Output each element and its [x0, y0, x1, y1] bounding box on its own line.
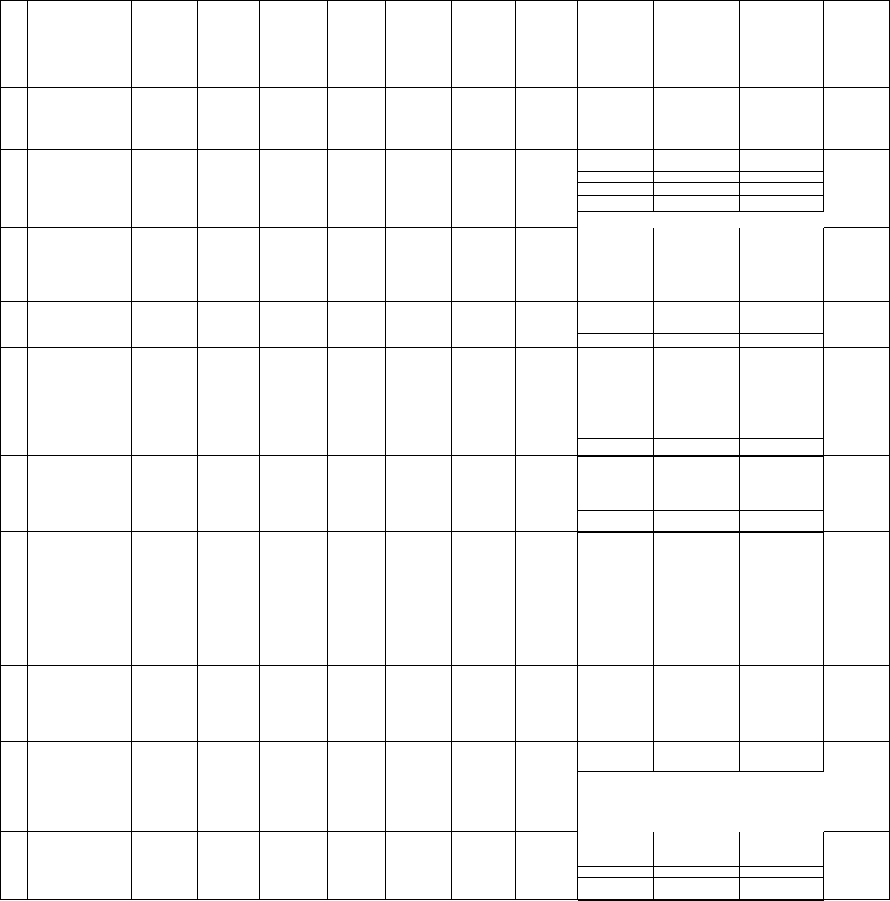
- address-cell: [516, 0, 578, 88]
- id-number-cell: [452, 742, 516, 832]
- tax-type-cell: [578, 832, 654, 867]
- tax-type-cell: [578, 483, 654, 511]
- tax-office-cell: [824, 88, 890, 150]
- legal-person-cell: [328, 228, 386, 302]
- tax-office-cell: [824, 150, 890, 228]
- arrears-amount-cell: [654, 228, 740, 302]
- row-number: [0, 88, 28, 150]
- legal-person-cell: [328, 532, 386, 666]
- tax-type-cell: [578, 196, 654, 212]
- row-number: [0, 302, 28, 348]
- current-arrears-cell: [740, 878, 824, 900]
- address-cell: [516, 832, 578, 900]
- address-cell: [516, 456, 578, 532]
- id-type-cell: [386, 456, 452, 532]
- credit-code-cell: [260, 88, 328, 150]
- legal-person-cell: [328, 302, 386, 348]
- row-number: [0, 0, 28, 88]
- tax-office-cell: [824, 348, 890, 456]
- date-cell: [28, 742, 132, 832]
- company-name-cell: [198, 0, 260, 88]
- id-number-cell: [452, 88, 516, 150]
- credit-code-cell: [260, 150, 328, 228]
- address-cell: [516, 228, 578, 302]
- legal-person-cell: [328, 0, 386, 88]
- row-number: [0, 832, 28, 900]
- tax-type-cell: [578, 511, 654, 666]
- legal-person-cell: [328, 456, 386, 532]
- legal-person-cell: [328, 832, 386, 900]
- arrears-amount-cell: [654, 666, 740, 742]
- address-cell: [516, 88, 578, 150]
- current-arrears-cell: [740, 334, 824, 348]
- date-cell: [28, 666, 132, 742]
- arrears-amount-cell: [654, 423, 740, 439]
- current-arrears-cell: [740, 172, 824, 183]
- current-arrears-cell: [740, 867, 824, 878]
- current-arrears-cell: [740, 0, 824, 88]
- legal-person-cell: [328, 348, 386, 456]
- id-type-cell: [386, 666, 452, 742]
- tax-office-cell: [824, 742, 890, 832]
- id-number-cell: [452, 150, 516, 228]
- company-name-cell: [198, 348, 260, 456]
- credit-code-cell: [260, 532, 328, 666]
- taxpayer-type-cell: [132, 532, 198, 666]
- credit-code-cell: [260, 348, 328, 456]
- arrears-amount-cell: [654, 183, 740, 196]
- tax-office-cell: [824, 456, 890, 532]
- credit-code-cell: [260, 666, 328, 742]
- legal-person-cell: [328, 0, 386, 1]
- date-cell: [28, 0, 132, 1]
- arrears-amount-cell: [654, 150, 740, 172]
- tax-type-cell: [578, 150, 654, 172]
- arrears-amount-cell: [654, 511, 740, 666]
- date-cell: [28, 456, 132, 532]
- current-arrears-cell: [740, 666, 824, 742]
- id-type-cell: [386, 150, 452, 228]
- date-cell: [28, 150, 132, 228]
- id-type-cell: [386, 742, 452, 832]
- row-number: [0, 348, 28, 456]
- company-name-cell: [198, 532, 260, 666]
- credit-code-cell: [260, 742, 328, 832]
- legal-person-cell: [328, 150, 386, 228]
- credit-code-cell: [260, 228, 328, 302]
- legal-person-cell: [328, 666, 386, 742]
- company-name-cell: [198, 150, 260, 228]
- id-type-cell: [386, 228, 452, 302]
- tax-office-cell: [824, 532, 890, 666]
- tax-type-cell: [578, 0, 654, 1]
- address-cell: [516, 742, 578, 832]
- company-name-cell: [198, 456, 260, 532]
- id-type-cell: [386, 832, 452, 900]
- taxpayer-type-cell: [132, 88, 198, 150]
- current-arrears-cell: [740, 228, 824, 302]
- id-type-cell: [386, 302, 452, 348]
- taxpayer-type-cell: [132, 666, 198, 742]
- row-number: [0, 532, 28, 666]
- tax-type-cell: [578, 666, 654, 742]
- tax-type-cell: [578, 302, 654, 334]
- tax-type-cell: [578, 742, 654, 772]
- address-cell: [516, 0, 578, 1]
- tax-office-cell: [824, 666, 890, 742]
- taxpayer-type-cell: [132, 0, 198, 1]
- date-cell: [28, 532, 132, 666]
- row-number: [0, 228, 28, 302]
- current-arrears-cell: [740, 0, 824, 1]
- company-name-cell: [198, 302, 260, 348]
- credit-code-cell: [260, 456, 328, 532]
- id-type-cell: [386, 0, 452, 1]
- arrears-amount-cell: [654, 867, 740, 878]
- tax-type-cell: [578, 172, 654, 183]
- id-number-cell: [452, 228, 516, 302]
- company-name-cell: [198, 832, 260, 900]
- current-arrears-cell: [740, 183, 824, 196]
- id-number-cell: [452, 348, 516, 456]
- date-cell: [28, 348, 132, 456]
- id-number-cell: [452, 532, 516, 666]
- current-arrears-cell: [740, 483, 824, 511]
- current-arrears-cell: [740, 511, 824, 666]
- taxpayer-type-cell: [132, 0, 198, 88]
- company-name-cell: [198, 666, 260, 742]
- current-arrears-cell: [740, 832, 824, 867]
- taxpayer-type-cell: [132, 832, 198, 900]
- current-arrears-cell: [740, 423, 824, 439]
- taxpayer-type-cell: [132, 742, 198, 832]
- id-number-cell: [452, 0, 516, 1]
- legal-person-cell: [328, 88, 386, 150]
- company-name-cell: [198, 228, 260, 302]
- taxpayer-type-cell: [132, 228, 198, 302]
- date-cell: [28, 88, 132, 150]
- arrears-amount-cell: [654, 483, 740, 511]
- row-number: [0, 742, 28, 832]
- arrears-amount-cell: [654, 832, 740, 867]
- credit-code-cell: [260, 0, 328, 1]
- credit-code-cell: [260, 0, 328, 88]
- tax-office-cell: [824, 0, 890, 1]
- address-cell: [516, 302, 578, 348]
- company-name-cell: [198, 88, 260, 150]
- id-number-cell: [452, 832, 516, 900]
- tax-type-cell: [578, 867, 654, 878]
- credit-code-cell: [260, 302, 328, 348]
- current-arrears-cell: [740, 302, 824, 334]
- arrears-amount-cell: [654, 172, 740, 183]
- tax-office-cell: [824, 832, 890, 900]
- arrears-amount-cell: [654, 878, 740, 900]
- row-number: [0, 666, 28, 742]
- id-type-cell: [386, 348, 452, 456]
- tax-type-cell: [578, 0, 654, 88]
- id-type-cell: [386, 88, 452, 150]
- arrears-amount-cell: [654, 0, 740, 88]
- address-cell: [516, 348, 578, 456]
- row-number: [0, 0, 28, 1]
- row-number: [0, 456, 28, 532]
- taxpayer-type-cell: [132, 150, 198, 228]
- current-arrears-cell: [740, 742, 824, 772]
- tax-type-cell: [578, 183, 654, 196]
- id-number-cell: [452, 666, 516, 742]
- current-arrears-cell: [740, 196, 824, 212]
- taxpayer-type-cell: [132, 348, 198, 456]
- tax-type-cell: [578, 423, 654, 439]
- row-number: [0, 150, 28, 228]
- date-cell: [28, 832, 132, 900]
- tax-office-cell: [824, 0, 890, 88]
- arrears-amount-cell: [654, 302, 740, 334]
- current-arrears-cell: [740, 150, 824, 172]
- arrears-amount-cell: [654, 742, 740, 772]
- address-cell: [516, 532, 578, 666]
- tax-type-cell: [578, 228, 654, 302]
- company-name-cell: [198, 742, 260, 832]
- id-number-cell: [452, 302, 516, 348]
- tax-type-cell: [578, 334, 654, 348]
- current-arrears-cell: [740, 88, 824, 150]
- taxpayer-type-cell: [132, 456, 198, 532]
- address-cell: [516, 666, 578, 742]
- address-cell: [516, 150, 578, 228]
- tax-type-cell: [578, 878, 654, 900]
- date-cell: [28, 228, 132, 302]
- id-type-cell: [386, 0, 452, 88]
- legal-person-cell: [328, 742, 386, 832]
- arrears-amount-cell: [654, 334, 740, 348]
- date-cell: [28, 0, 132, 88]
- arrears-amount-cell: [654, 0, 740, 1]
- company-name-cell: [198, 0, 260, 1]
- arrears-amount-cell: [654, 88, 740, 150]
- tax-type-cell: [578, 88, 654, 150]
- credit-code-cell: [260, 832, 328, 900]
- taxpayer-type-cell: [132, 302, 198, 348]
- id-type-cell: [386, 532, 452, 666]
- arrears-amount-cell: [654, 196, 740, 212]
- date-cell: [28, 302, 132, 348]
- tax-office-cell: [824, 228, 890, 302]
- tax-office-cell: [824, 302, 890, 348]
- id-number-cell: [452, 0, 516, 88]
- id-number-cell: [452, 456, 516, 532]
